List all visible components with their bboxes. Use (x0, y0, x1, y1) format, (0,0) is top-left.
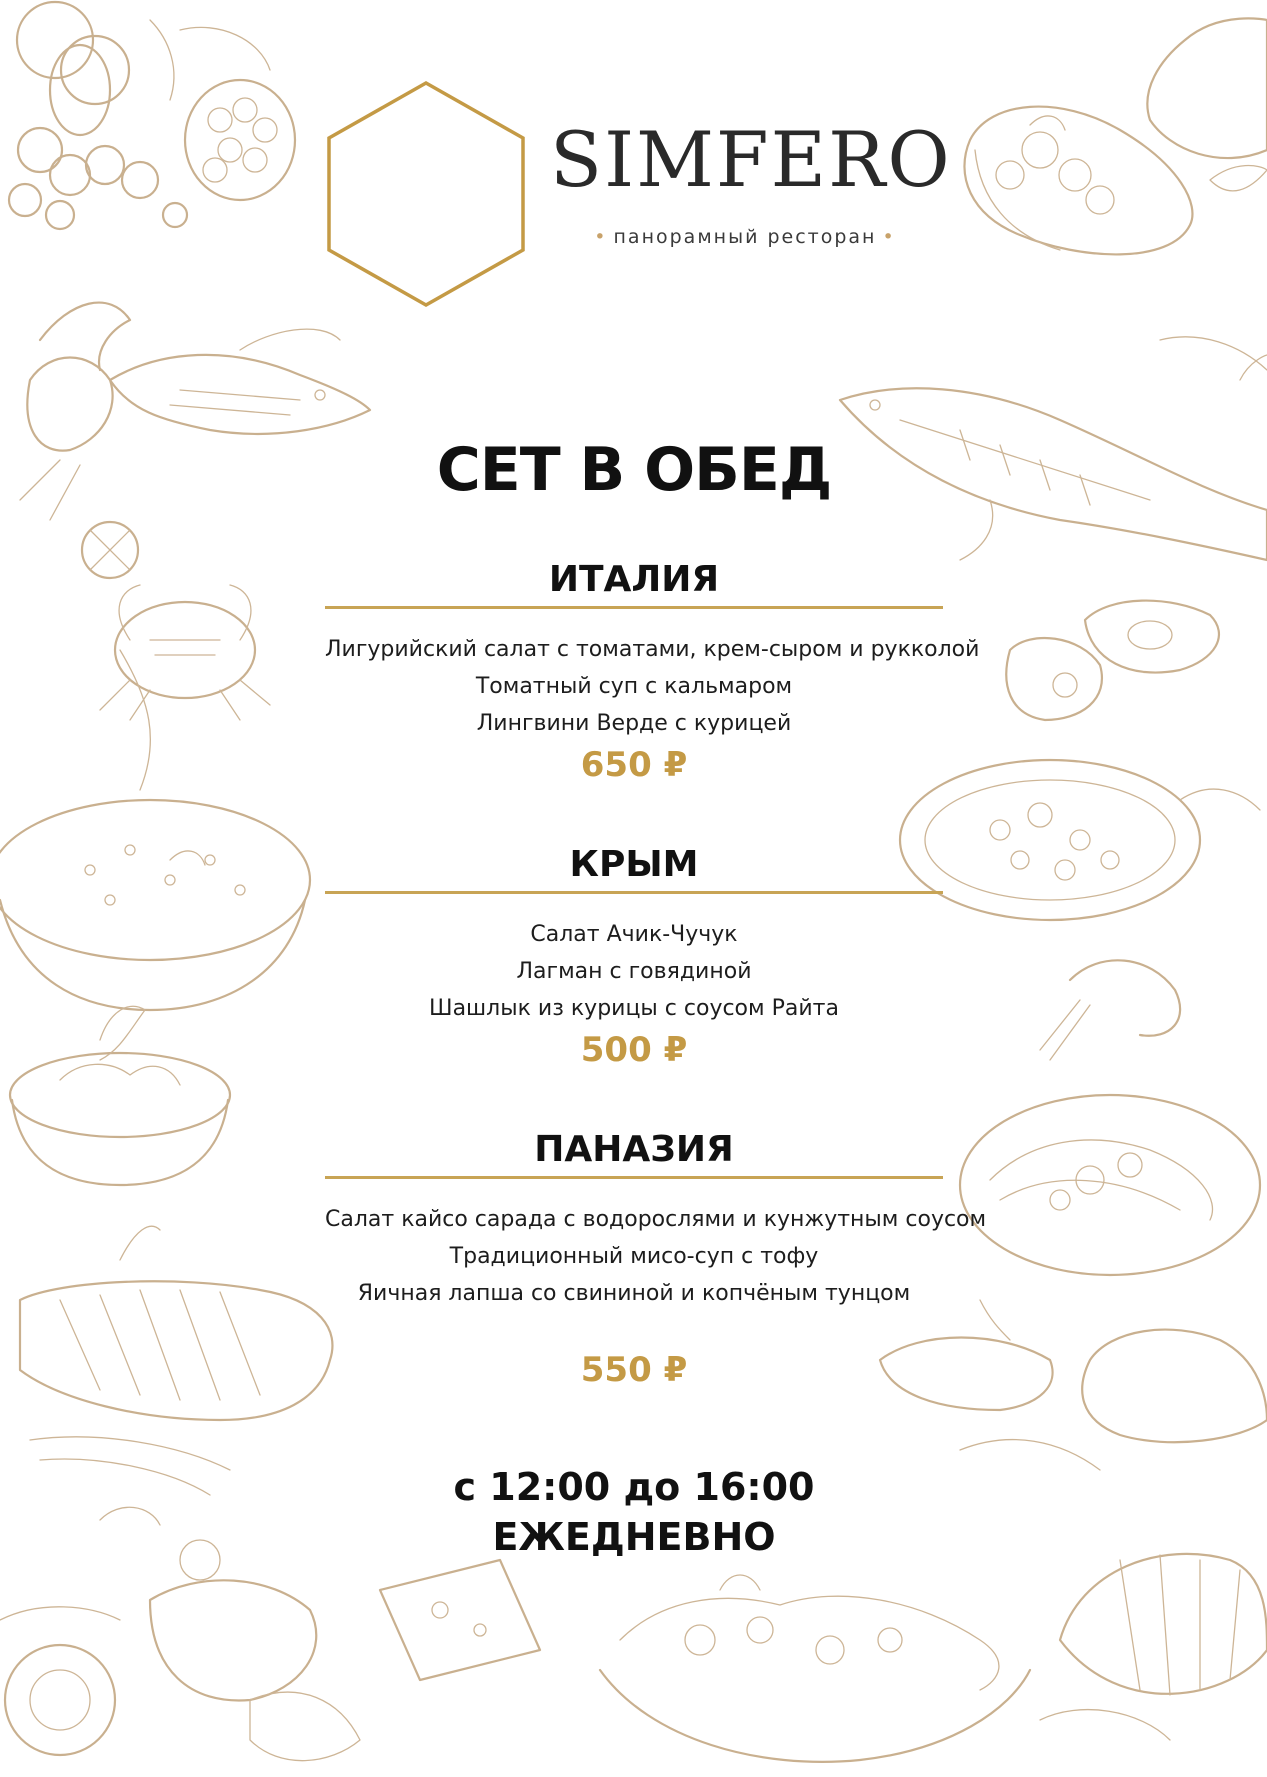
set-price: 650 ₽ (580, 745, 688, 785)
set-name: ИТАЛИЯ (548, 559, 720, 600)
set-name: ПАНАЗИЯ (534, 1129, 734, 1170)
gold-divider (325, 1176, 943, 1179)
steak-sketch-icon (20, 1226, 332, 1495)
oysters-sketch-icon (1006, 601, 1219, 720)
salad-bowl-sketch-icon (600, 1575, 1030, 1762)
dish-item: Шашлык из курицы с соусом Райта (429, 996, 839, 1021)
sauce-bowl-sketch-icon (10, 1006, 230, 1185)
soup-bowl-sketch-icon (0, 650, 310, 1010)
pasta-sketch-icon (960, 1095, 1260, 1275)
dish-item: Салат кайсо сарада с водорослями и кунжутным соусом (325, 1207, 987, 1232)
brand-name: SIMFERO (550, 115, 952, 204)
dish-item: Салат Ачик-Чучук (530, 922, 738, 947)
set-name: КРЫМ (569, 844, 699, 885)
brand-subtitle-text: панорамный ресторан (613, 226, 877, 248)
dish-item: Томатный суп с кальмаром (475, 674, 793, 699)
dish-item: Традиционный мисо-суп с тофу (449, 1244, 819, 1269)
scallop-sketch-icon (1040, 1554, 1267, 1740)
dish-item: Яичная лапша со свининой и копчёным тунцом (357, 1281, 911, 1306)
gold-divider (325, 891, 943, 894)
set-price: 500 ₽ (580, 1030, 688, 1070)
logo-hexagon-icon (326, 80, 526, 308)
crab-sketch-icon (100, 585, 270, 720)
set-panasia (325, 1128, 987, 1393)
salad-plate-sketch-icon (900, 760, 1260, 920)
bruschetta-sketch-icon (964, 18, 1267, 254)
dish-item: Лингвини Верде с курицей (476, 711, 792, 736)
set-crimea (325, 843, 943, 1073)
shrimp-sketch-icon (1040, 960, 1180, 1060)
bullet-dot-icon: • (882, 226, 896, 248)
hours-days: ЕЖЕДНЕВНО (492, 1515, 776, 1559)
dish-item: Лагман с говядиной (516, 959, 752, 984)
set-italy (325, 558, 980, 788)
dish-item: Лигурийский салат с томатами, крем-сыром и рукколой (325, 637, 980, 662)
menu-title: СЕТ В ОБЕД (436, 435, 832, 505)
brand-subtitle (570, 226, 920, 248)
set-price: 550 ₽ (580, 1350, 688, 1390)
hours-time: с 12:00 до 16:00 (453, 1465, 815, 1509)
berries-sketch-icon (9, 2, 295, 229)
bullet-dot-icon: • (594, 226, 608, 248)
gold-divider (325, 606, 943, 609)
serving-hours (325, 1462, 943, 1562)
